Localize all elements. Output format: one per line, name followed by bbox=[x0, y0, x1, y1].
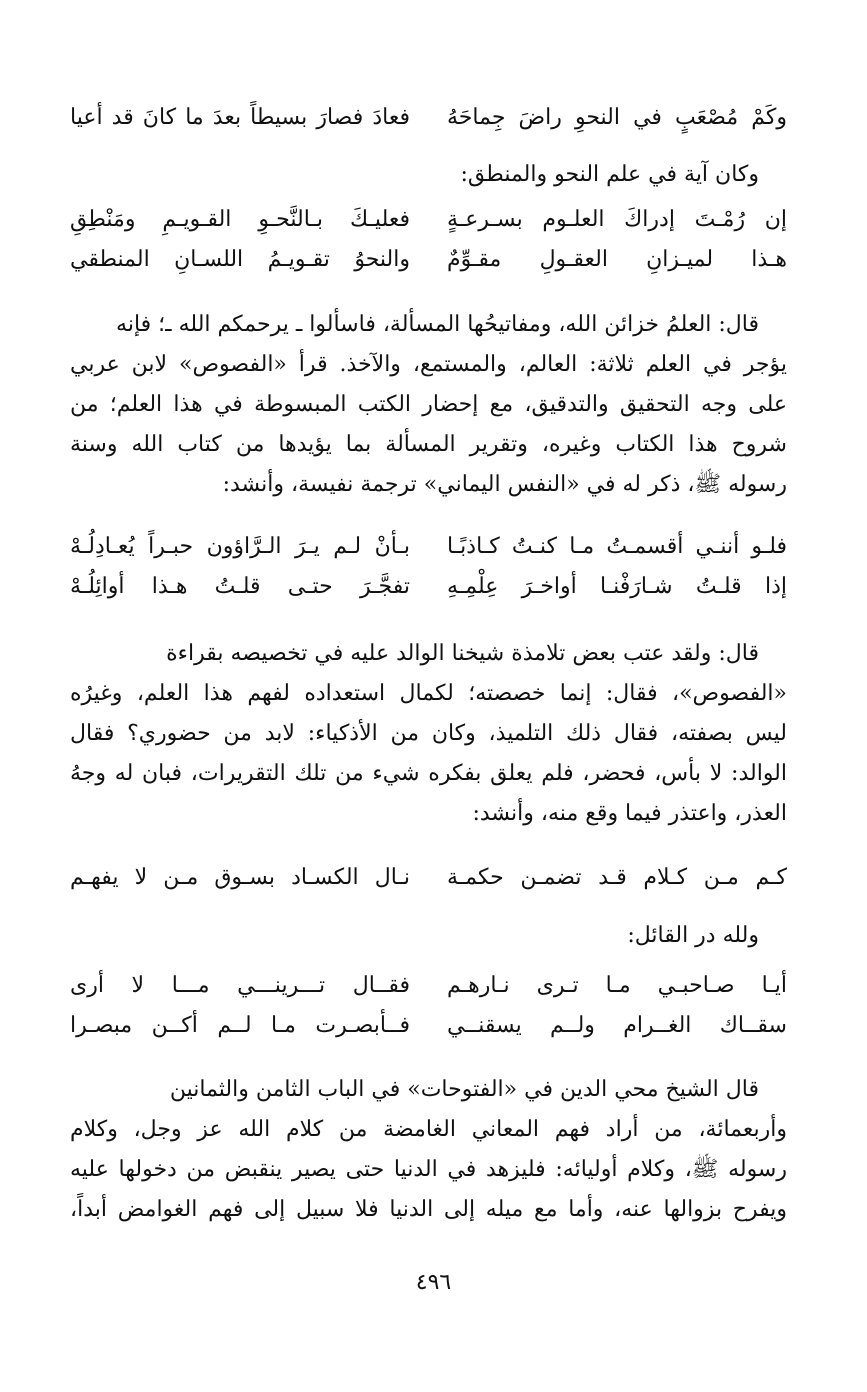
verse-second-hemistich: تفجَّـرَ حتـى قلـتُ هـذا أوائِلُـهْ bbox=[70, 574, 410, 599]
text-line: وأربعمائة، من أراد فهم المعاني الغامضة من كلام الله عز وجل، وكلام bbox=[70, 1117, 787, 1142]
verse-first-hemistich: إن رُمْـتَ إدراكَ العلـوم بسـرعـةٍ bbox=[447, 207, 787, 232]
prose-paragraph bbox=[70, 1070, 787, 1230]
text-line: ويفرح بزوالها عنه، وأما مع ميله إلى الدنيا فلا سبيل إلى فهم الغوامض أبداً، bbox=[70, 1197, 787, 1222]
verse-block bbox=[70, 858, 787, 898]
text-line: «الفصوص»، فقال: إنما خصصته؛ لكمال استعداده لفهم هذا العلم، وغيرُه bbox=[70, 681, 787, 706]
text-line: ولله در القائل: bbox=[627, 923, 759, 948]
verse-second-hemistich: والنحوُ تقـويـمُ اللسـانِ المنطقي bbox=[70, 247, 410, 272]
verse-first-hemistich: كـم مـن كـلام قـد تضمـن حكمـة bbox=[447, 865, 787, 890]
verse-line bbox=[70, 240, 787, 280]
text-line: على وجه التحقيق والتدقيق، مع إحضار الكتب المبسوطة في هذا العلم؛ من bbox=[70, 392, 787, 417]
verse-first-hemistich: إذا قلـتُ شـارَفْنـا أواخـرَ عِلْمِـهِ bbox=[447, 574, 787, 599]
text-line: قال الشيخ محي الدين في «الفتوحات» في الباب الثامن والثمانين bbox=[169, 1077, 759, 1102]
verse-line bbox=[70, 567, 787, 607]
text-line: قال: العلمُ خزائن الله، ومفاتيحُها المسألة، فاسألوا ـ يرحمكم الله ـ؛ فإنه bbox=[116, 312, 759, 337]
prose-paragraph bbox=[70, 155, 787, 195]
prose-paragraph bbox=[70, 634, 787, 834]
prose-paragraph bbox=[70, 305, 787, 505]
verse-first-hemistich: هـذا لميـزانِ العقـولِ مقـوِّمٌ bbox=[447, 247, 787, 272]
text-line: قال: ولقد عتب بعض تلامذة شيخنا الوالد عليه في تخصيصه بقراءة bbox=[166, 641, 759, 666]
verse-first-hemistich: وكَمْ مُصْعَبٍ في النحوِ راضَ جِماحَهُ bbox=[447, 105, 787, 130]
text-line: رسوله ﷺ، وكلام أوليائه: فليزهد في الدنيا حتى يصير ينقبض من دخولها عليه bbox=[70, 1157, 787, 1182]
verse-second-hemistich: بـأنْ لـم يـرَ الـرَّاؤون حبـراً يُعـادِلُـهْ bbox=[70, 534, 410, 559]
verse-line bbox=[70, 98, 787, 138]
verse-block bbox=[70, 527, 787, 607]
verse-line bbox=[70, 200, 787, 240]
prose-paragraph bbox=[70, 916, 787, 956]
verse-block bbox=[70, 98, 787, 138]
verse-second-hemistich: فقــال تـــرينـــي مـــا لا أرى bbox=[70, 973, 410, 998]
verse-block bbox=[70, 966, 787, 1046]
text-line: العذر، واعتذر فيما وقع منه، وأنشد: bbox=[472, 801, 787, 826]
verse-first-hemistich: سقــاك الغــرام ولــم يسقنــي bbox=[447, 1013, 787, 1038]
verse-line bbox=[70, 1006, 787, 1046]
verse-block bbox=[70, 200, 787, 280]
text-line: رسوله ﷺ، ذكر له في «النفس اليماني» ترجمة نفيسة، وأنشد: bbox=[222, 472, 787, 497]
verse-second-hemistich: فعليـكَ بـالنَّحـوِ القـويـمِ ومَنْطِقِ bbox=[70, 207, 410, 232]
verse-second-hemistich: فعادَ فصارَ بسيطاً بعدَ ما كانَ قد أعيا bbox=[70, 105, 410, 130]
page-number: ٤٩٦ bbox=[415, 1270, 452, 1295]
text-line: يؤجر في العلم ثلاثة: العالم، والمستمع، والآخذ. قرأ «الفصوص» لابن عربي bbox=[70, 352, 787, 377]
verse-line bbox=[70, 527, 787, 567]
verse-second-hemistich: نـال الكسـاد بسـوق مـن لا يفهـم bbox=[70, 865, 410, 890]
text-line: ليس بصفته، فقال ذلك التلميذ، وكان من الأذكياء: لابد من حضوري؟ فقال bbox=[70, 721, 787, 746]
text-line: شروح هذا الكتاب وغيره، وتقرير المسألة بما يؤيدها من كتاب الله وسنة bbox=[70, 432, 787, 457]
verse-first-hemistich: أيـا صـاحبـي مـا تـرى نـارهـم bbox=[447, 973, 787, 998]
text-line: وكان آية في علم النحو والمنطق: bbox=[460, 162, 759, 187]
verse-line bbox=[70, 858, 787, 898]
verse-second-hemistich: فــأبصـرت مـا لــم أكــن مبصـرا bbox=[70, 1013, 410, 1038]
verse-first-hemistich: فلـو أننـي أقسمـتُ مـا كنـتُ كـاذبًـا bbox=[447, 534, 787, 559]
verse-line bbox=[70, 966, 787, 1006]
text-line: الوالد: لا بأس، فحضر، فلم يعلق بفكره شيء من تلك التقريرات، فبان له وجهُ bbox=[70, 761, 787, 786]
